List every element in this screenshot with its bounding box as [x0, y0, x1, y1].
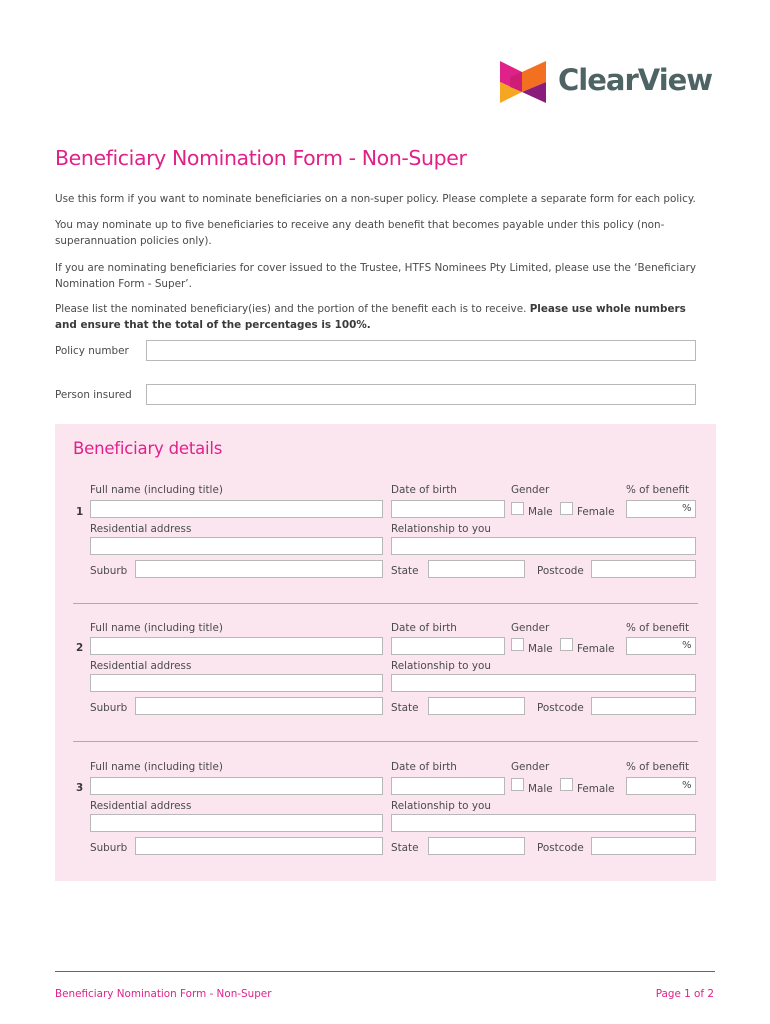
intro-paragraph-2: You may nominate up to five beneficiaries to receive any death benefit that becomes payable under this policy (non-superannuation policies only). [55, 219, 665, 247]
postcode-field[interactable] [591, 560, 696, 578]
state-label: State [391, 702, 419, 714]
clearview-logo [500, 61, 720, 103]
beneficiary-number: 3 [76, 782, 84, 794]
female-checkbox[interactable] [560, 638, 573, 651]
dob-field[interactable] [391, 500, 505, 518]
suburb-field[interactable] [135, 697, 383, 715]
state-label: State [391, 842, 419, 854]
postcode-label: Postcode [537, 565, 584, 577]
address-label: Residential address [90, 800, 192, 812]
dob-label: Date of birth [391, 761, 457, 773]
clearview-logo-mark-icon [500, 61, 550, 103]
address-field[interactable] [90, 814, 383, 832]
footer-divider [55, 971, 715, 972]
male-label: Male [528, 783, 553, 795]
footer-form-title: Beneficiary Nomination Form - Non-Super [55, 988, 272, 1000]
relationship-label: Relationship to you [391, 800, 491, 812]
address-field[interactable] [90, 674, 383, 692]
relationship-field[interactable] [391, 537, 696, 555]
logo-wordmark: ClearView [558, 63, 713, 97]
full-name-field[interactable] [90, 500, 383, 518]
relationship-field[interactable] [391, 814, 696, 832]
percent-sign: % [682, 503, 692, 514]
female-label: Female [577, 783, 615, 795]
relationship-label: Relationship to you [391, 660, 491, 672]
intro-paragraph-3: If you are nominating beneficiaries for cover issued to the Trustee, HTFS Nominees Pty Limited, please use the ‘Beneficiary Nomination Form - Super’. [55, 262, 696, 290]
full-name-label: Full name (including title) [90, 622, 223, 634]
person-insured-field[interactable] [146, 384, 696, 405]
intro-paragraph-4 [55, 302, 705, 333]
beneficiary-number: 2 [76, 642, 84, 654]
dob-label: Date of birth [391, 484, 457, 496]
male-checkbox[interactable] [511, 502, 524, 515]
male-checkbox[interactable] [511, 638, 524, 651]
dob-field[interactable] [391, 777, 505, 795]
state-label: State [391, 565, 419, 577]
male-checkbox[interactable] [511, 778, 524, 791]
relationship-label: Relationship to you [391, 523, 491, 535]
suburb-field[interactable] [135, 837, 383, 855]
state-field[interactable] [428, 560, 525, 578]
beneficiary-details-title: Beneficiary details [73, 439, 223, 458]
full-name-label: Full name (including title) [90, 484, 223, 496]
female-label: Female [577, 643, 615, 655]
male-label: Male [528, 506, 553, 518]
male-label: Male [528, 643, 553, 655]
address-label: Residential address [90, 660, 192, 672]
page-title: Beneficiary Nomination Form - Non-Super [55, 146, 467, 170]
female-checkbox[interactable] [560, 502, 573, 515]
state-field[interactable] [428, 837, 525, 855]
suburb-label: Suburb [90, 565, 128, 577]
beneficiary-separator [73, 741, 698, 742]
gender-label: Gender [511, 761, 550, 773]
percent-sign: % [682, 780, 692, 791]
dob-field[interactable] [391, 637, 505, 655]
suburb-label: Suburb [90, 842, 128, 854]
instruction-text: Please list the nominated beneficiary(ies) and the portion of the benefit each is to receive. [55, 303, 530, 315]
address-field[interactable] [90, 537, 383, 555]
postcode-label: Postcode [537, 842, 584, 854]
gender-label: Gender [511, 484, 550, 496]
footer-page-number: Page 1 of 2 [655, 988, 714, 1000]
address-label: Residential address [90, 523, 192, 535]
female-checkbox[interactable] [560, 778, 573, 791]
beneficiary-separator [73, 603, 698, 604]
full-name-field[interactable] [90, 637, 383, 655]
postcode-field[interactable] [591, 837, 696, 855]
percent-label: % of benefit [626, 484, 690, 496]
suburb-label: Suburb [90, 702, 128, 714]
dob-label: Date of birth [391, 622, 457, 634]
instruction-emphasis: Please use whole numbers and ensure that the total of the percentages is 100%. [55, 303, 686, 331]
policy-number-label: Policy number [55, 345, 129, 357]
postcode-label: Postcode [537, 702, 584, 714]
suburb-field[interactable] [135, 560, 383, 578]
gender-label: Gender [511, 622, 550, 634]
percent-sign: % [682, 640, 692, 651]
percent-label: % of benefit [626, 761, 690, 773]
person-insured-label: Person insured [55, 389, 132, 401]
percent-label: % of benefit [626, 622, 690, 634]
postcode-field[interactable] [591, 697, 696, 715]
policy-number-field[interactable] [146, 340, 696, 361]
beneficiary-number: 1 [76, 506, 84, 518]
full-name-field[interactable] [90, 777, 383, 795]
relationship-field[interactable] [391, 674, 696, 692]
full-name-label: Full name (including title) [90, 761, 223, 773]
female-label: Female [577, 506, 615, 518]
intro-paragraph-1: Use this form if you want to nominate beneficiaries on a non-super policy. Please complete a separate form for each policy. [55, 193, 696, 205]
state-field[interactable] [428, 697, 525, 715]
